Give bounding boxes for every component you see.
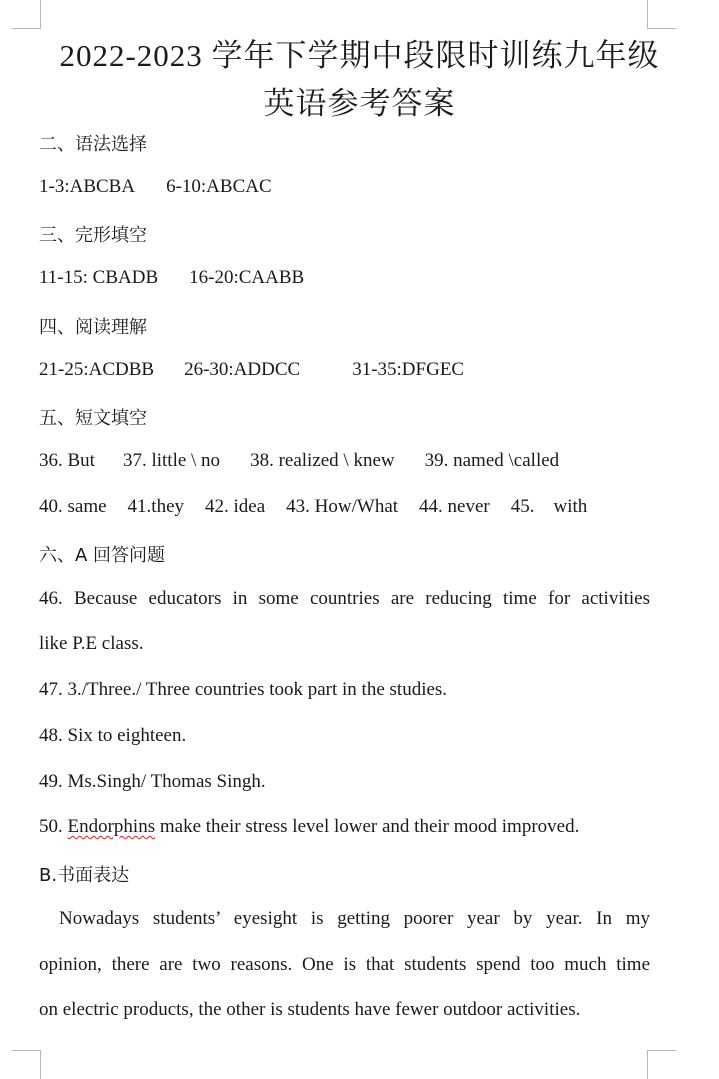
answer-47: 47. 3./Three./ Three countries took part in the studies. (39, 679, 448, 700)
answer-row-reading (39, 359, 464, 381)
answer-item: 45. (510, 496, 535, 517)
answer-row-gap-fill-1 (39, 450, 559, 472)
answer-46-line-1: 46. Because educators in some countries are reducing time for activities (39, 588, 650, 609)
answer-group: 21-25:ACDBB (39, 359, 155, 380)
section-heading-questions: 六、A 回答问题 (39, 545, 166, 566)
answer-item: with (553, 496, 588, 517)
answer-row-gap-fill-2 (39, 496, 587, 518)
answer-row-grammar (39, 176, 272, 198)
answer-item: 36. But (39, 450, 95, 471)
answer-item: 44. never (419, 496, 490, 517)
section-heading-cloze: 三、完形填空 (39, 225, 147, 246)
answer-group: 26-30:ADDCC (184, 359, 301, 380)
answer-item: 38. realized \ knew (250, 450, 395, 471)
section-heading-grammar: 二、语法选择 (39, 134, 147, 155)
section-heading-writing: B.书面表达 (39, 865, 130, 886)
answer-group: 16-20:CAABB (189, 267, 305, 288)
crop-mark-top-left (12, 0, 41, 29)
answer-49: 49. Ms.Singh/ Thomas Singh. (39, 771, 266, 792)
answer-item: 37. little \ no (122, 450, 221, 471)
section-heading-gap-fill: 五、短文填空 (39, 408, 147, 429)
essay-line-2: opinion, there are two reasons. One is that students spend too much time (39, 954, 650, 975)
answer-item: 42. idea (205, 496, 266, 517)
answer-item: 41.they (127, 496, 185, 517)
answer-46-line-2: like P.E class. (39, 633, 144, 654)
crop-mark-bottom-right (647, 1050, 676, 1079)
crop-mark-top-right (647, 0, 676, 29)
answer-group: 31-35:DFGEC (352, 359, 465, 380)
answer-group: 6-10:ABCAC (166, 176, 272, 197)
page-subtitle: 英语参考答案 (263, 86, 456, 121)
answer-50-text: make their stress level lower and their mood improved. (159, 816, 580, 837)
answer-group: 1-3:ABCBA (39, 176, 136, 197)
spellcheck-flagged-word: Endorphins (67, 816, 156, 837)
essay-line-1: Nowadays students’ eyesight is getting poorer year by year. In my (59, 908, 650, 929)
answer-row-cloze (39, 267, 304, 289)
page-title: 2022-2023 学年下学期中段限时训练九年级 (59, 38, 660, 73)
answer-50-number: 50. (39, 816, 63, 837)
answer-50 (39, 816, 579, 838)
answer-48: 48. Six to eighteen. (39, 725, 187, 746)
answer-group: 11-15: CBADB (39, 267, 159, 288)
answer-item: 43. How/What (286, 496, 399, 517)
section-heading-reading: 四、阅读理解 (39, 317, 147, 338)
crop-mark-bottom-left (12, 1050, 41, 1079)
answer-item: 39. named \called (424, 450, 560, 471)
answer-item: 40. same (39, 496, 107, 517)
essay-line-3: on electric products, the other is students have fewer outdoor activities. (39, 999, 581, 1020)
